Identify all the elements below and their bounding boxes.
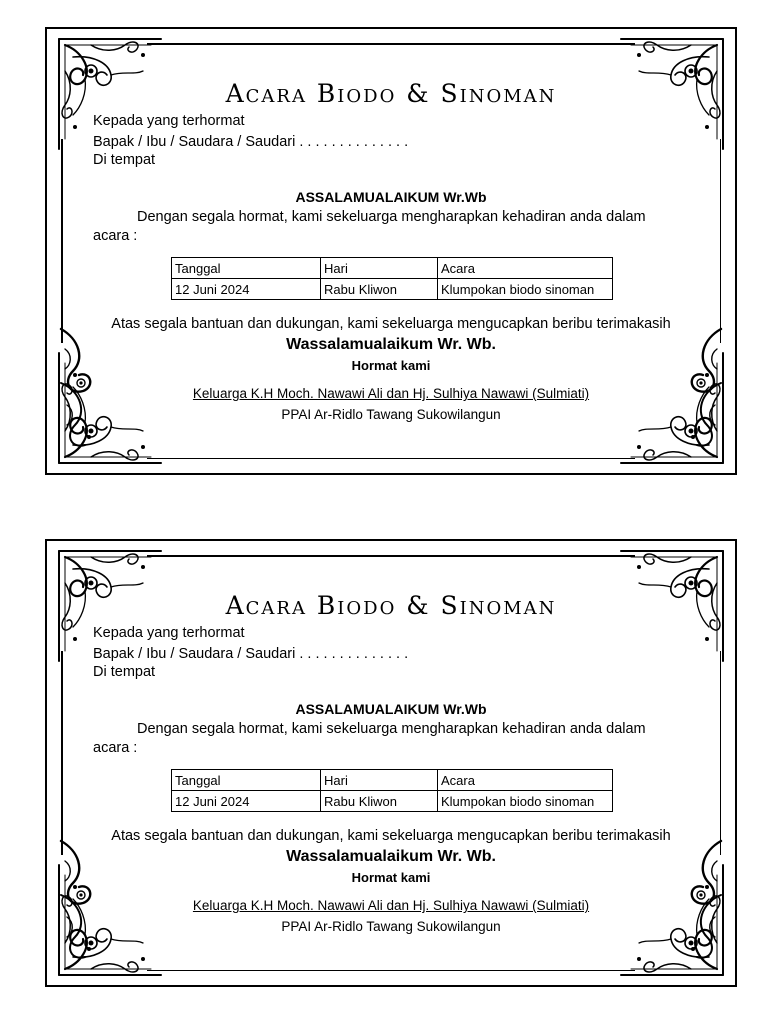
regards-line: Hormat kami — [351, 358, 431, 373]
closing-salam: Wassalamualaikum Wr. Wb. — [286, 336, 496, 353]
frame-line-bottom — [147, 970, 635, 972]
closing-salam: Wassalamualaikum Wr. Wb. — [286, 848, 496, 865]
host-family: Keluarga K.H Moch. Nawawi Ali dan Hj. Sulhiya Nawawi (Sulmiati) — [192, 898, 590, 913]
addressee-line: Bapak / Ibu / Saudara / Saudari . . . . . . . . . . . . . . — [93, 134, 409, 150]
header-cell-date: Tanggal — [172, 770, 321, 791]
thanks-line: Atas segala bantuan dan dukungan, kami sekeluarga mengucapkan beribu terimakasih — [111, 828, 671, 844]
header-cell-day: Hari — [321, 770, 438, 791]
institution-name: PPAI Ar-Ridlo Tawang Sukowilangun — [281, 919, 501, 934]
cell-event: Klumpokan biodo sinoman — [438, 279, 613, 300]
invitation-card-top — [45, 27, 737, 475]
regards-line: Hormat kami — [351, 870, 431, 885]
cell-day: Rabu Kliwon — [321, 279, 438, 300]
frame-line-top — [147, 43, 635, 45]
cell-event: Klumpokan biodo sinoman — [438, 791, 613, 812]
place-line: Di tempat — [93, 664, 156, 680]
table-header-row — [172, 258, 613, 279]
host-family: Keluarga K.H Moch. Nawawi Ali dan Hj. Sulhiya Nawawi (Sulmiati) — [192, 386, 590, 401]
greeting-line: Kepada yang terhormat — [93, 113, 245, 129]
opening-salam: ASSALAMUALAIKUM Wr.Wb — [295, 701, 487, 717]
frame-line-left — [61, 651, 63, 855]
opening-salam: ASSALAMUALAIKUM Wr.Wb — [295, 189, 487, 205]
invitation-body — [93, 720, 693, 758]
frame-line-right — [720, 651, 722, 855]
invitation-title: Acara Biodo & Sinoman — [225, 79, 557, 108]
frame-line-right — [720, 139, 722, 343]
addressee-line: Bapak / Ibu / Saudara / Saudari . . . . . . . . . . . . . . — [93, 646, 409, 662]
body-line: acara : — [93, 740, 138, 756]
table-row — [172, 279, 613, 300]
table-row — [172, 791, 613, 812]
invitation-title: Acara Biodo & Sinoman — [225, 591, 557, 620]
thanks-line: Atas segala bantuan dan dukungan, kami sekeluarga mengucapkan beribu terimakasih — [111, 316, 671, 332]
greeting-line: Kepada yang terhormat — [93, 625, 245, 641]
event-table — [171, 257, 613, 300]
cell-day: Rabu Kliwon — [321, 791, 438, 812]
header-cell-event: Acara — [438, 258, 613, 279]
cell-date: 12 Juni 2024 — [172, 279, 321, 300]
header-cell-day: Hari — [321, 258, 438, 279]
cell-date: 12 Juni 2024 — [172, 791, 321, 812]
body-line: Dengan segala hormat, kami sekeluarga mengharapkan kehadiran anda dalam — [137, 721, 646, 737]
frame-line-bottom — [147, 458, 635, 460]
header-cell-event: Acara — [438, 770, 613, 791]
body-line: acara : — [93, 228, 138, 244]
event-table — [171, 769, 613, 812]
institution-name: PPAI Ar-Ridlo Tawang Sukowilangun — [281, 407, 501, 422]
invitation-body — [93, 208, 693, 246]
place-line: Di tempat — [93, 152, 156, 168]
header-cell-date: Tanggal — [172, 258, 321, 279]
frame-line-top — [147, 555, 635, 557]
table-header-row — [172, 770, 613, 791]
body-line: Dengan segala hormat, kami sekeluarga mengharapkan kehadiran anda dalam — [137, 209, 646, 225]
frame-line-left — [61, 139, 63, 343]
invitation-card-bottom — [45, 539, 737, 987]
